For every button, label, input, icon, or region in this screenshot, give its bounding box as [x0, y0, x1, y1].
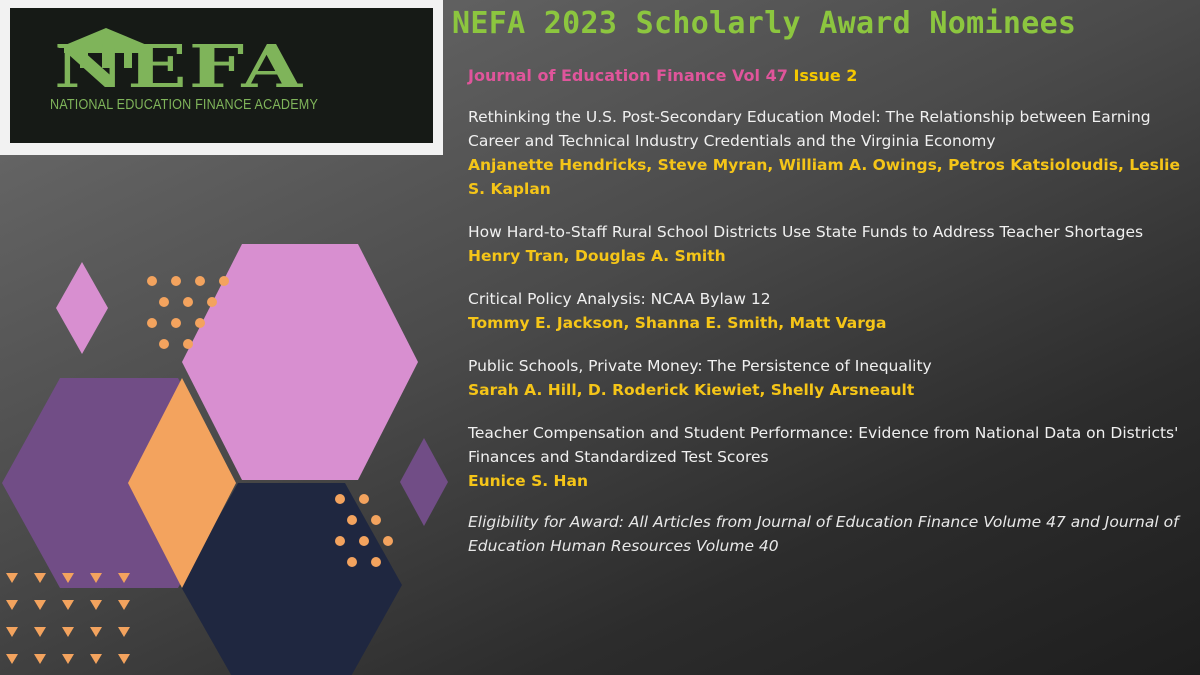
purple-diamond — [400, 438, 448, 526]
article-title: How Hard-to-Staff Rural School Districts Use State Funds to Address Teacher Shortages — [468, 223, 1144, 241]
lilac-diamond — [56, 262, 108, 354]
article-item — [468, 287, 1193, 335]
article-item — [468, 354, 1193, 402]
article-authors: Sarah A. Hill, D. Roderick Kiewiet, Shelly Arsneault — [468, 381, 915, 399]
journal-heading — [468, 66, 1193, 85]
article-authors: Anjanette Hendricks, Steve Myran, William A. Owings, Petros Katsioloudis, Leslie S. Kaplan — [468, 156, 1181, 198]
logo-subtitle: NATIONAL EDUCATION FINANCE ACADEMY — [50, 96, 319, 113]
article-authors: Eunice S. Han — [468, 472, 588, 490]
article-authors: Henry Tran, Douglas A. Smith — [468, 247, 726, 265]
nominee-list — [468, 66, 1193, 558]
article-title: Public Schools, Private Money: The Persistence of Inequality — [468, 357, 932, 375]
article-item — [468, 105, 1193, 201]
lilac-hexagon — [182, 244, 418, 480]
article-item — [468, 220, 1193, 268]
article-authors: Tommy E. Jackson, Shanna E. Smith, Matt Varga — [468, 314, 887, 332]
journal-issue: Issue 2 — [793, 66, 858, 85]
article-title: Teacher Compensation and Student Performance: Evidence from National Data on Districts' Finances and Standardized Test Scores — [468, 424, 1179, 466]
article-item — [468, 421, 1193, 493]
decorative-shapes — [0, 0, 460, 675]
article-title: Critical Policy Analysis: NCAA Bylaw 12 — [468, 290, 771, 308]
logo-wordmark: NEFA — [54, 32, 305, 101]
journal-name: Journal of Education Finance Vol 47 — [468, 66, 788, 85]
eligibility-note: Eligibility for Award: All Articles from Journal of Education Finance Volume 47 and Journal of Education Human Resources Volume 40 — [468, 513, 1179, 555]
article-title: Rethinking the U.S. Post-Secondary Education Model: The Relationship between Earning Career and Technical Industry Credentials and the Virginia Economy — [468, 108, 1151, 150]
page-title: NEFA 2023 Scholarly Award Nominees — [452, 6, 1077, 41]
